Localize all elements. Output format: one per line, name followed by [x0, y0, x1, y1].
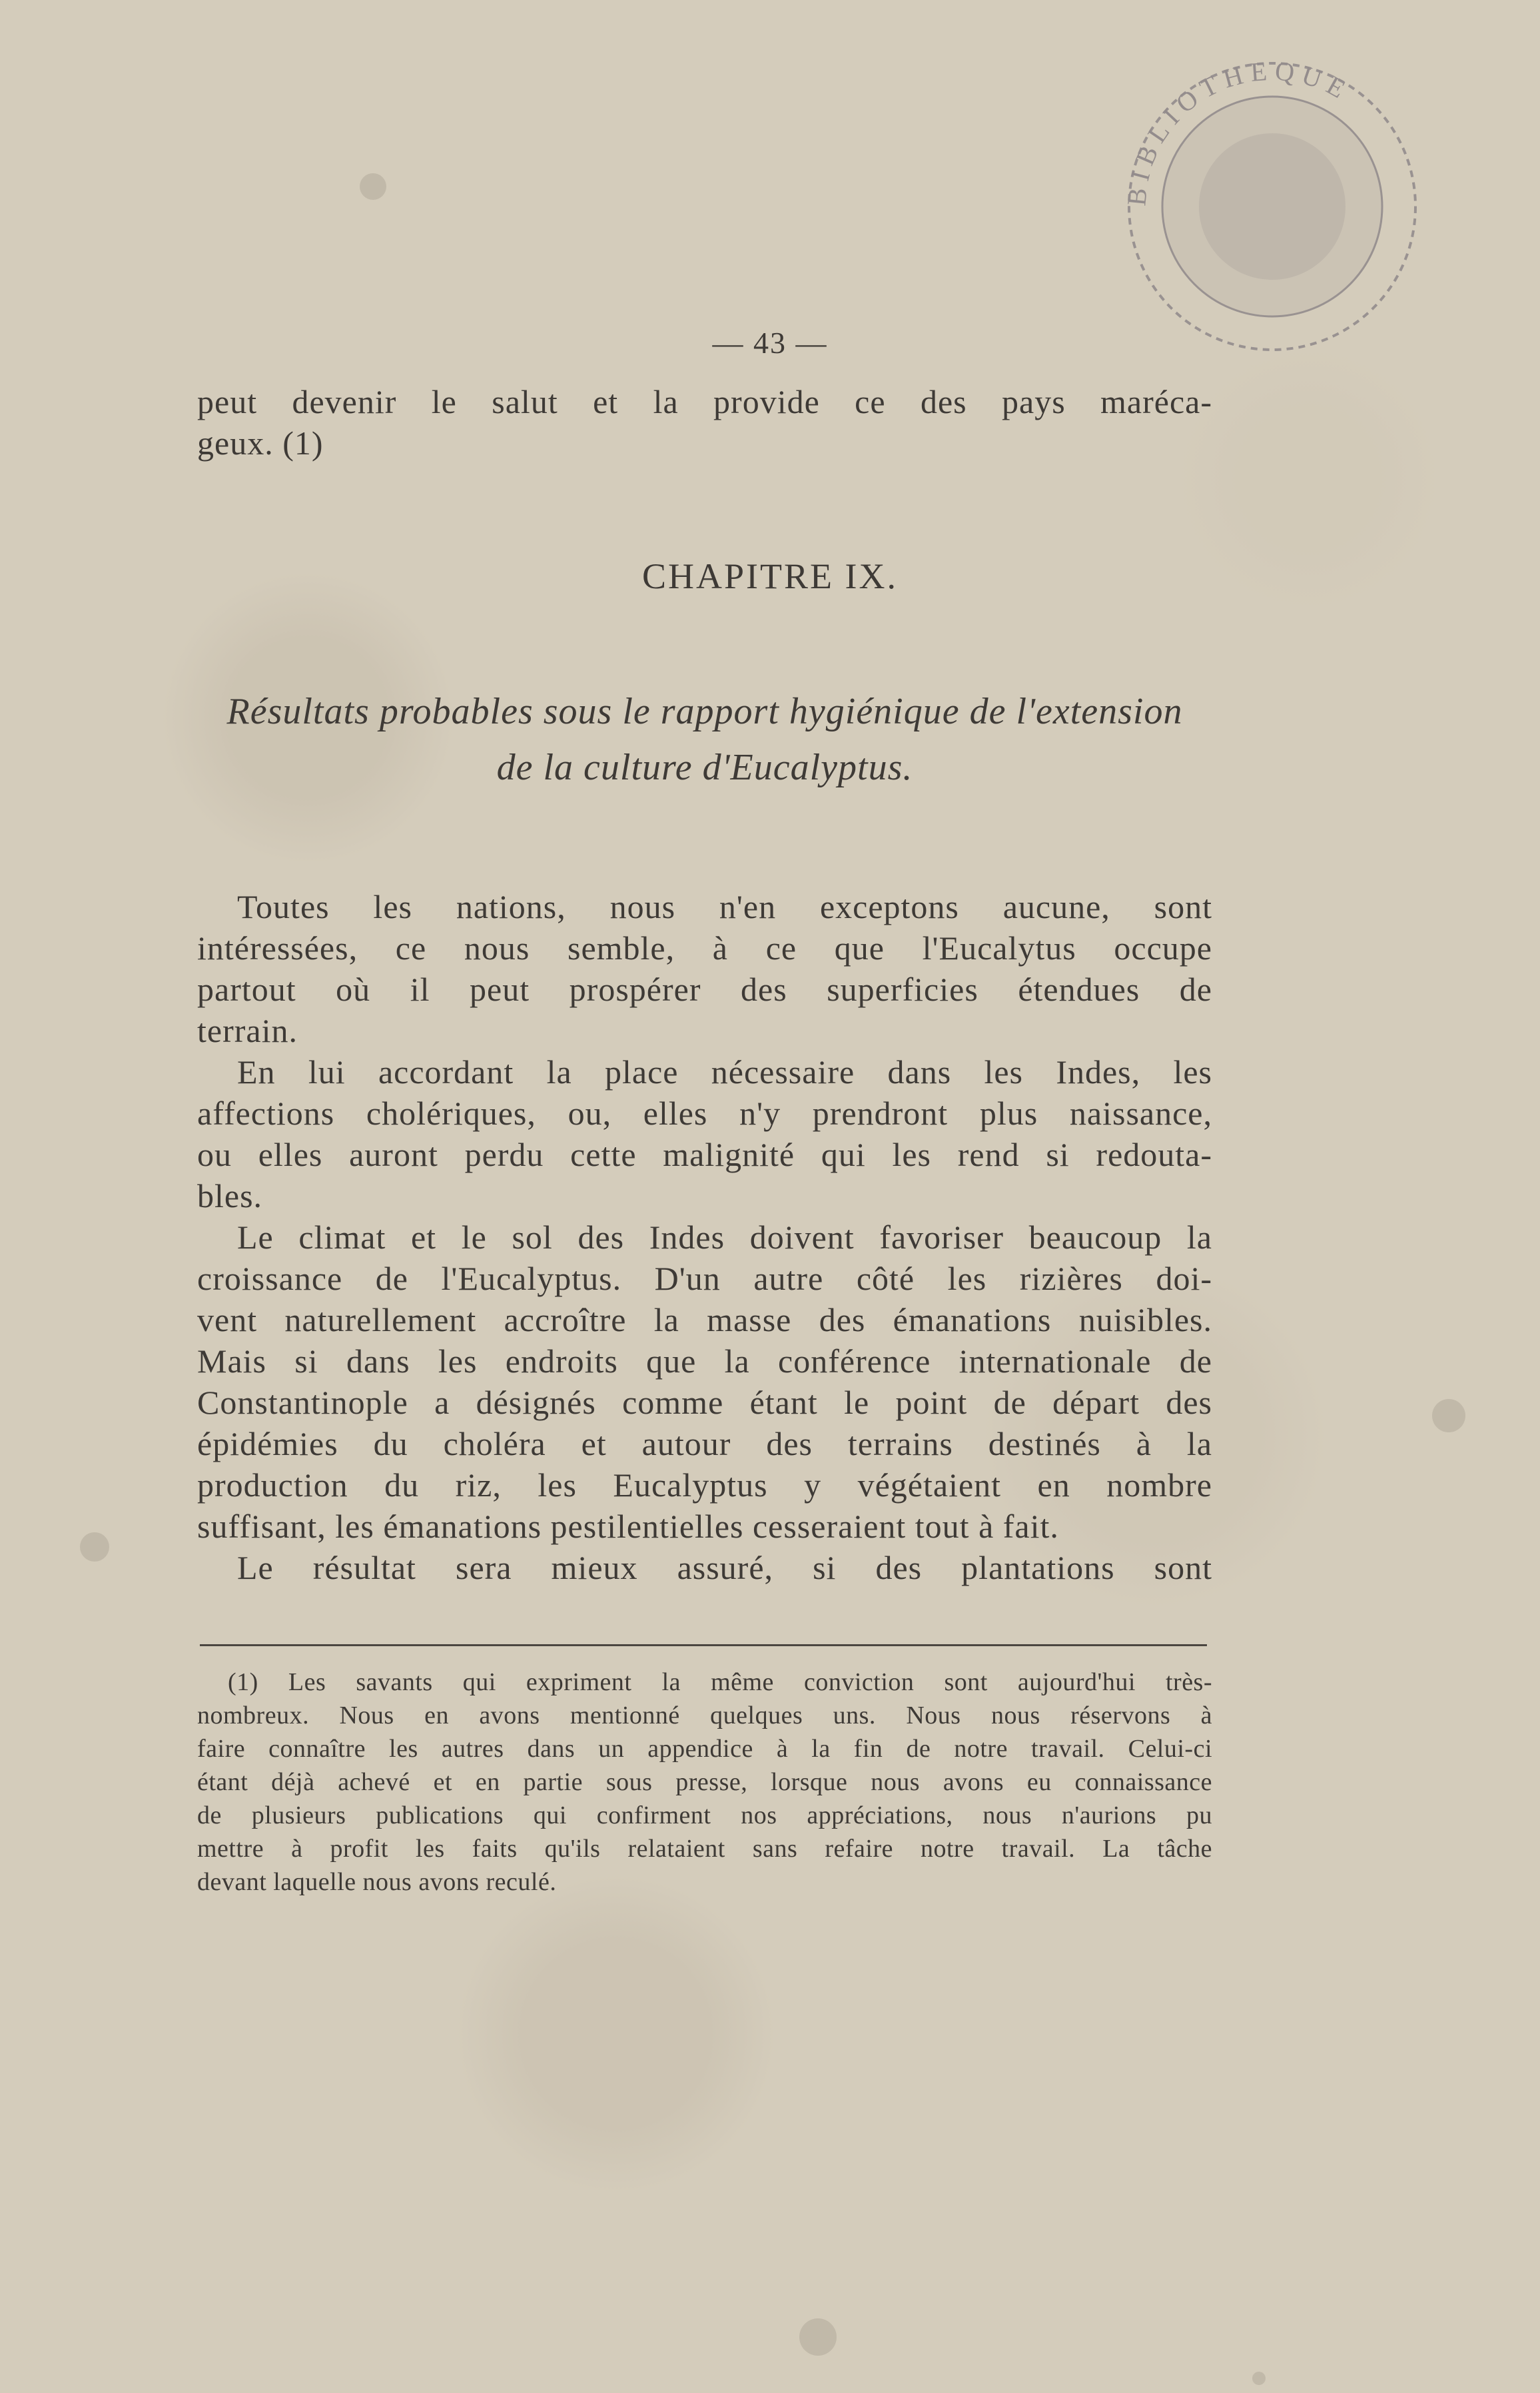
footnote-line: faire connaître les autres dans un appendice à la fin de notre travail. Celui-ci — [197, 1735, 1212, 1763]
footnote-line: devant laquelle nous avons reculé. — [197, 1868, 557, 1896]
footnote-rule — [200, 1644, 1207, 1646]
footnote — [197, 1666, 1212, 1899]
continuation-paragraph — [197, 381, 1212, 464]
footnote-line: nombreux. Nous en avons mentionné quelques uns. Nous nous réservons à — [197, 1701, 1212, 1729]
text-line: intéressées, ce nous semble, à ce que l'Eucalytus occupe — [197, 929, 1212, 967]
text-line: affections cholériques, ou, elles n'y prendront plus naissance, — [197, 1095, 1212, 1132]
page-number: — 43 — — [712, 326, 828, 360]
text-line: bles. — [197, 1177, 263, 1214]
body-text — [197, 886, 1212, 1588]
text-line: Mais si dans les endroits que la conférence internationale de — [197, 1342, 1212, 1380]
stamp-ring-text: BIBLIOTHEQUE — [1121, 55, 1357, 207]
text-line: terrain. — [197, 1012, 298, 1049]
paper-stain — [80, 1532, 109, 1562]
paper-stain — [1252, 2372, 1266, 2385]
paper-stain — [1432, 1399, 1465, 1432]
text-line: Toutes les nations, nous n'en exceptons aucune, sont — [237, 888, 1212, 925]
chapter-subtitle — [197, 684, 1212, 795]
text-line: Le climat et le sol des Indes doivent favoriser beaucoup la — [237, 1218, 1212, 1256]
text-line: peut devenir le salut et la provide ce des pays maréca- — [197, 383, 1212, 420]
text-line: épidémies du choléra et autour des terrains destinés à la — [197, 1425, 1212, 1462]
footnote-line: de plusieurs publications qui confirment nos appréciations, nous n'aurions pu — [197, 1801, 1212, 1829]
text-line: croissance de l'Eucalyptus. D'un autre côté les rizières doi- — [197, 1260, 1212, 1297]
subtitle-line: Résultats probables sous le rapport hygiénique de l'extension — [226, 691, 1183, 732]
text-line: Le résultat sera mieux assuré, si des plantations sont — [237, 1549, 1212, 1586]
subtitle-line: de la culture d'Eucalyptus. — [496, 747, 913, 788]
text-line: Constantinople a désignés comme étant le point de départ des — [197, 1384, 1212, 1421]
footnote-line: mettre à profit les faits qu'ils relataient sans refaire notre travail. La tâche — [197, 1835, 1212, 1863]
text-line: suffisant, les émanations pestilentielles cesseraient tout à fait. — [197, 1508, 1059, 1545]
chapter-title: CHAPITRE IX. — [642, 556, 898, 596]
text-line: production du riz, les Eucalyptus y végétaient en nombre — [197, 1466, 1212, 1504]
text-line: vent naturellement accroître la masse des émanations nuisibles. — [197, 1301, 1212, 1338]
text-line: ou elles auront perdu cette malignité qui les rend si redouta- — [197, 1136, 1212, 1173]
footnote-line: étant déjà achevé et en partie sous presse, lorsque nous avons eu connaissance — [197, 1768, 1212, 1796]
text-line: En lui accordant la place nécessaire dans les Indes, les — [237, 1053, 1212, 1091]
text-line: geux. (1) — [197, 424, 324, 462]
paper-stain — [799, 2318, 837, 2356]
paper-stain — [360, 173, 386, 200]
text-line: partout où il peut prospérer des superficies étendues de — [197, 971, 1212, 1008]
footnote-line: (1) Les savants qui expriment la même conviction sont aujourd'hui très- — [228, 1668, 1212, 1696]
